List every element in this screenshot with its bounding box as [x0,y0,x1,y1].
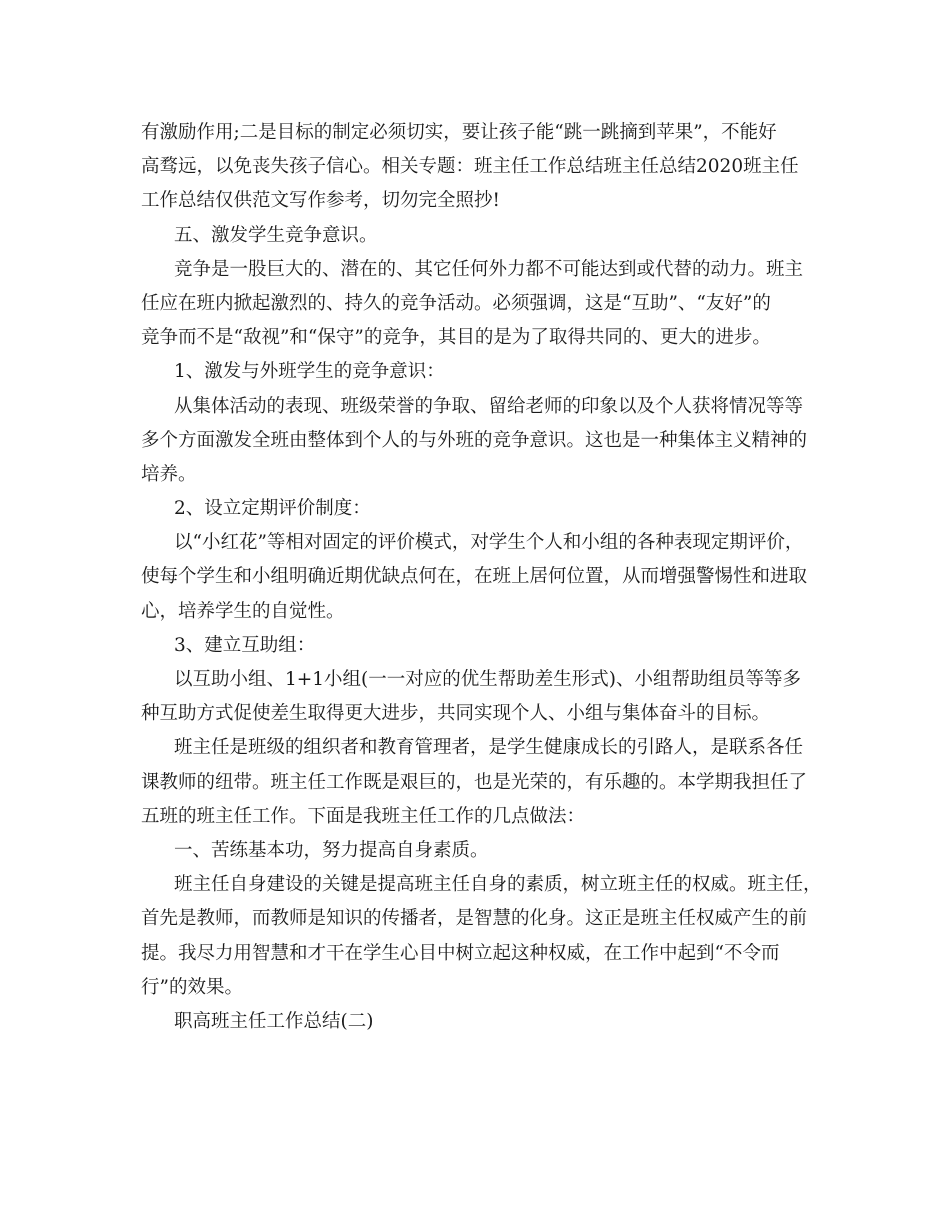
paragraph-line: 课教师的纽带。班主任工作既是艰巨的，也是光荣的，有乐趣的。本学期我担任了 [141,771,808,793]
paragraph-line: 有激励作用;二是目标的制定必须切实，要让孩子能“跳一跳摘到苹果”，不能好 [141,122,777,143]
paragraph-line: 2、设立定期评价制度： [174,498,371,520]
paragraph-line: 使每个学生和小组明确近期优缺点何在，在班上居何位置，从而增强警惕性和进取 [141,566,808,588]
paragraph-line: 心，培养学生的自觉性。 [141,600,345,622]
paragraph-line: 行”的效果。 [141,976,243,998]
paragraph-line: 职高班主任工作总结(二) [174,1010,374,1032]
paragraph-line: 以“小红花”等相对固定的评价模式，对学生个人和小组的各种表现定期评价， [174,532,804,554]
paragraph-line: 班主任自身建设的关键是提高班主任自身的素质，树立班主任的权威。班主任， [174,874,822,896]
paragraph-line: 一、苦练基本功，努力提高自身素质。 [174,839,489,861]
document-body [141,116,822,1039]
paragraph-line: 班主任是班级的组织者和教育管理者，是学生健康成长的引路人，是联系各任 [174,737,804,759]
paragraph-line: 五、激发学生竞争意识。 [174,224,378,246]
paragraph-line: 首先是教师，而教师是知识的传播者，是智慧的化身。这正是班主任权威产生的前 [141,908,808,930]
paragraph-line: 1、激发与外班学生的竞争意识： [174,361,445,383]
paragraph-line: 种互助方式促使差生取得更大进步，共同实现个人、小组与集体奋斗的目标。 [141,703,771,725]
paragraph-line: 提。我尽力用智慧和才干在学生心目中树立起这种权威，在工作中起到“不令而 [141,942,780,964]
paragraph-line: 竞争而不是“敌视”和“保守”的竞争，其目的是为了取得共同的、更大的进步。 [141,327,771,349]
paragraph-line: 高骛远，以免丧失孩子信心。相关专题：班主任工作总结班主任总结2020班主任 [141,156,799,178]
paragraph-line: 从集体活动的表现、班级荣誉的争取、留给老师的印象以及个人获将情况等等 [174,395,804,417]
paragraph-line: 多个方面激发全班由整体到个人的与外班的竞争意识。这也是一种集体主义精神的 [141,429,808,451]
paragraph-line: 竞争是一股巨大的、潜在的、其它任何外力都不可能达到或代替的动力。班主 [174,258,804,280]
paragraph-line: 3、建立互助组： [174,634,316,656]
paragraph-line: 五班的班主任工作。下面是我班主任工作的几点做法： [141,805,586,827]
paragraph-line: 任应在班内掀起激烈的、持久的竞争活动。必须强调，这是“互助”、“友好”的 [141,292,771,314]
paragraph-line: 以互助小组、1+1小组(一一对应的优生帮助差生形式)、小组帮助组员等等多 [174,669,801,690]
paragraph-line: 工作总结仅供范文写作参考，切勿完全照抄! [141,190,500,212]
paragraph-line: 培养。 [141,463,197,485]
